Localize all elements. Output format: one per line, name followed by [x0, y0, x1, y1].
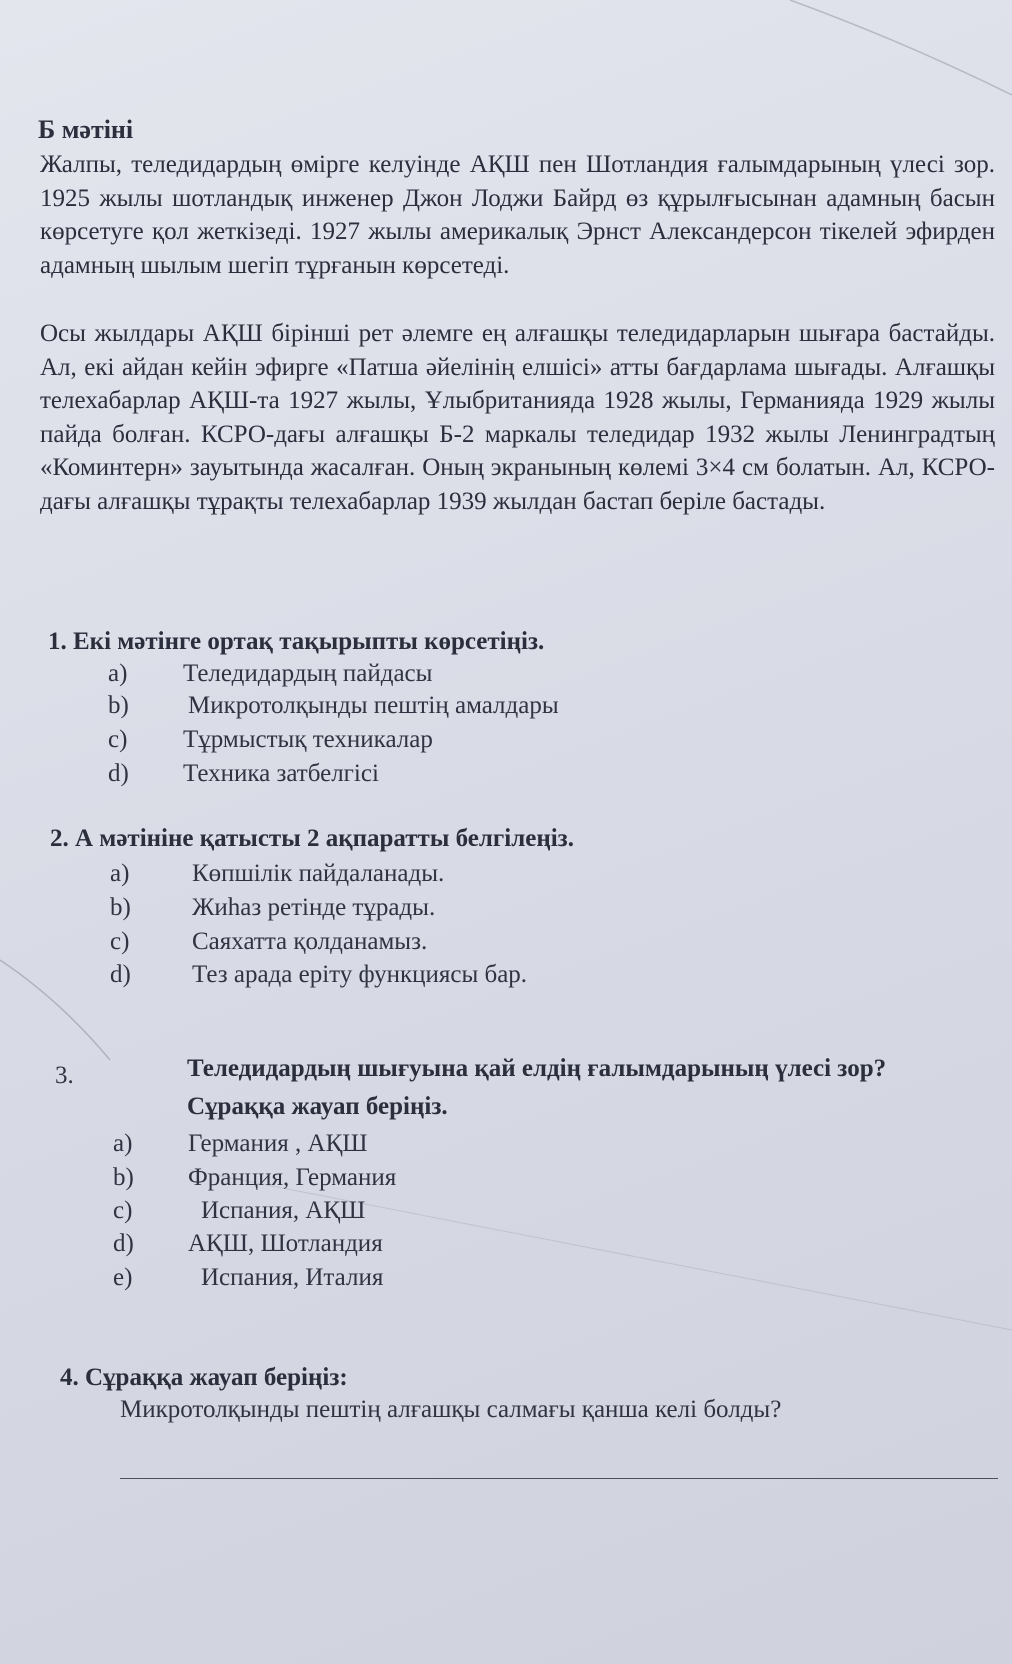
question-3-option-d[interactable]: [113, 1230, 383, 1258]
option-letter: c): [113, 1197, 133, 1224]
question-3-title: Теледидардың шығуына қай елдің ғалымдарының үлесі зор?: [187, 1055, 887, 1082]
option-letter: d): [108, 760, 129, 787]
option-text: Саяхатта қолданамыз.: [192, 928, 428, 955]
question-3-option-a[interactable]: [113, 1130, 367, 1158]
question-1-title: 1. Екі мәтінге ортақ тақырыпты көрсетіңіз.: [48, 628, 545, 655]
option-letter: a): [113, 1130, 133, 1157]
question-2-title: 2. А мәтініне қатысты 2 ақпаратты белгілеңіз.: [50, 825, 574, 852]
question-1-option-d[interactable]: [108, 760, 379, 788]
option-letter: b): [113, 1164, 134, 1191]
option-text: Испания, АҚШ: [201, 1197, 366, 1224]
option-letter: b): [110, 894, 131, 921]
question-2-option-b[interactable]: [110, 894, 435, 922]
question-3-option-b[interactable]: [113, 1164, 396, 1192]
section-title: Б мәтіні: [38, 115, 134, 144]
option-letter: b): [108, 692, 129, 719]
option-letter: c): [110, 928, 130, 955]
option-text: Техника затбелгісі: [183, 760, 379, 787]
option-text: Франция, Германия: [188, 1164, 397, 1191]
question-2-option-a[interactable]: [110, 860, 444, 888]
option-letter: a): [110, 860, 130, 887]
question-4-title: 4. Сұраққа жауап беріңіз:: [60, 1364, 348, 1391]
option-letter: e): [113, 1264, 133, 1291]
option-text: Тез арада еріту функциясы бар.: [192, 961, 528, 988]
option-text: Жиһаз ретінде тұрады.: [192, 894, 436, 921]
option-text: АҚШ, Шотландия: [188, 1230, 383, 1257]
option-letter: c): [108, 726, 128, 753]
question-3-option-c[interactable]: [113, 1197, 365, 1225]
option-text: Микротолқынды пештің амалдары: [188, 692, 559, 719]
text-paragraph-2: [40, 317, 995, 518]
question-4-subtitle: Микротолқынды пештің алғашқы салмағы қанша келі болды?: [120, 1396, 782, 1423]
option-letter: d): [113, 1230, 134, 1257]
question-1-option-b[interactable]: [108, 692, 559, 720]
option-letter: d): [110, 961, 131, 988]
option-text: Испания, Италия: [201, 1264, 384, 1291]
question-3-option-e[interactable]: [113, 1264, 383, 1292]
question-2-option-c[interactable]: [110, 928, 427, 956]
option-text: Тұрмыстық техникалар: [183, 726, 433, 753]
option-text: Германия , АҚШ: [188, 1130, 368, 1157]
option-text: Көпшілік пайдаланады.: [192, 860, 445, 887]
option-text: Теледидардың пайдасы: [183, 660, 433, 687]
question-1-option-a[interactable]: [108, 660, 432, 688]
paragraph-2-text: Осы жылдары АҚШ бірінші рет әлемге ең алғашқы теледидарларын шығара бастайды. Ал, екі айдан кейін эфирге «Патша әйелінің елшісі» атты бағдарлама шығады. Алғашқы телехабарлар АҚШ-та 1927 жылы, Ұлыбританияда 1928 жылы, Германияда 1929 жылы пайда болған. КСРО-дағы алғашқы Б-2 маркалы теледидар 1932 жылы Ленинградтың «Коминтерн» зауытында жасалған. Оның экранының көлемі 3×4 см болатын. Ал, КСРО-дағы алғашқы тұрақты телехабарлар 1939 жылдан бастап беріле бастады.: [40, 320, 995, 515]
question-3-subtitle: Сұраққа жауап беріңіз.: [187, 1093, 448, 1120]
question-2-option-d[interactable]: [110, 961, 527, 989]
text-paragraph-1: [40, 148, 995, 282]
question-3-number: 3.: [55, 1062, 74, 1089]
question-1-option-c[interactable]: [108, 726, 433, 754]
paragraph-1-text: Жалпы, теледидардың өмірге келуінде АҚШ пен Шотландия ғалымдарының үлесі зор. 1925 жылы шотландық инженер Джон Лоджи Байрд өз құрылғысынан адамның басын көрсетуге қол жеткізеді. 1927 жылы америкалық Эрнст Александерсон тікелей эфирден адамның шылым шегіп тұрғанын көрсетеді.: [40, 151, 995, 279]
question-4-answer-line[interactable]: [120, 1478, 998, 1479]
option-letter: a): [108, 660, 128, 687]
